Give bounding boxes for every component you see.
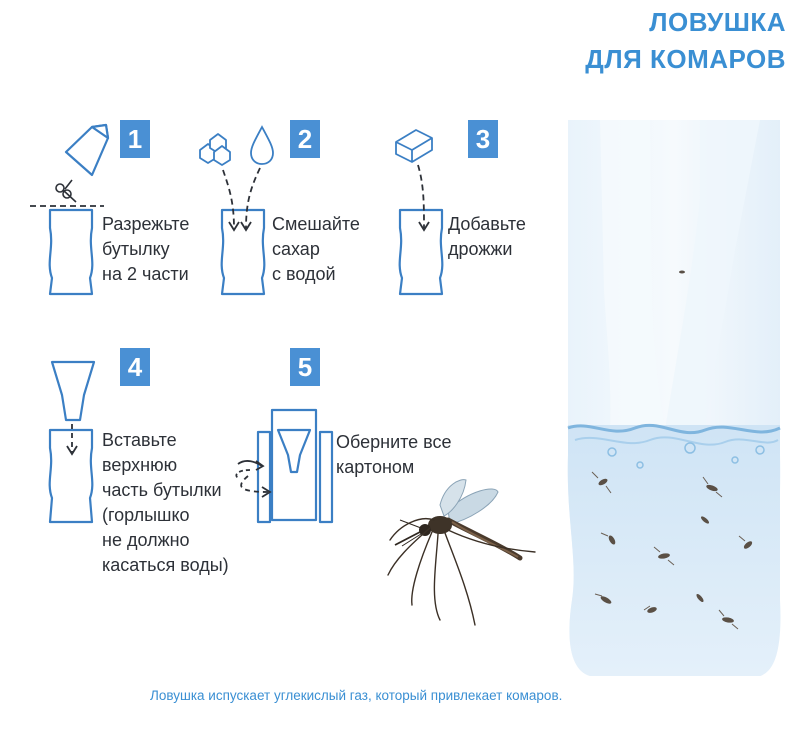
step-4-text	[102, 428, 229, 578]
yeast-block-icon	[396, 130, 432, 162]
step-5-line: картоном	[336, 457, 415, 477]
step-2-arrows	[223, 168, 260, 230]
step-4-badge: 4	[120, 348, 150, 386]
step-4-line: касаться воды)	[102, 555, 229, 575]
step-3-line: Добавьте	[448, 214, 526, 234]
step-2-line: Смешайте	[272, 214, 360, 234]
step-3-arrow	[418, 165, 429, 230]
step-2-text	[272, 212, 360, 287]
step-4-line: верхнюю	[102, 455, 178, 475]
caption: Ловушка испускает углекислый газ, который привлекает комаров.	[150, 688, 563, 703]
step-3-text	[448, 212, 526, 262]
step-4-arrow	[67, 424, 77, 454]
step-3-line: дрожжи	[448, 239, 513, 259]
step-1-line: на 2 части	[102, 264, 189, 284]
step-2-badge: 2	[290, 120, 320, 158]
step-5-text	[336, 430, 452, 480]
step-4-line: не должно	[102, 530, 190, 550]
step-1-drawing	[30, 125, 108, 294]
title-line-1: ЛОВУШКА	[649, 7, 786, 37]
step-4-line: (горлышко	[102, 505, 190, 525]
step-1-badge: 1	[120, 120, 150, 158]
trap-bottle	[568, 120, 781, 676]
step-1-line: Разрежьте	[102, 214, 190, 234]
step-3-drawing	[400, 210, 443, 294]
step-1-line: бутылку	[102, 239, 170, 259]
step-3-badge: 3	[468, 120, 498, 158]
step-5-line: Оберните все	[336, 432, 452, 452]
step-4-line: часть бутылки	[102, 480, 222, 500]
step-4-line: Вставьте	[102, 430, 177, 450]
water-drop-icon	[251, 127, 273, 164]
step-2-drawing	[222, 210, 265, 294]
step-1-text	[102, 212, 189, 287]
water	[568, 425, 781, 676]
scissors-icon	[56, 180, 76, 202]
step-2-line: сахар	[272, 239, 320, 259]
step-2-line: с водой	[272, 264, 336, 284]
sugar-cubes-icon	[200, 134, 230, 165]
title-line-2: ДЛЯ КОМАРОВ	[585, 44, 786, 74]
step-5-badge: 5	[290, 348, 320, 386]
mosquito-icon	[388, 480, 535, 625]
step-5-arrows	[236, 461, 270, 497]
step-5-drawing	[258, 410, 332, 522]
